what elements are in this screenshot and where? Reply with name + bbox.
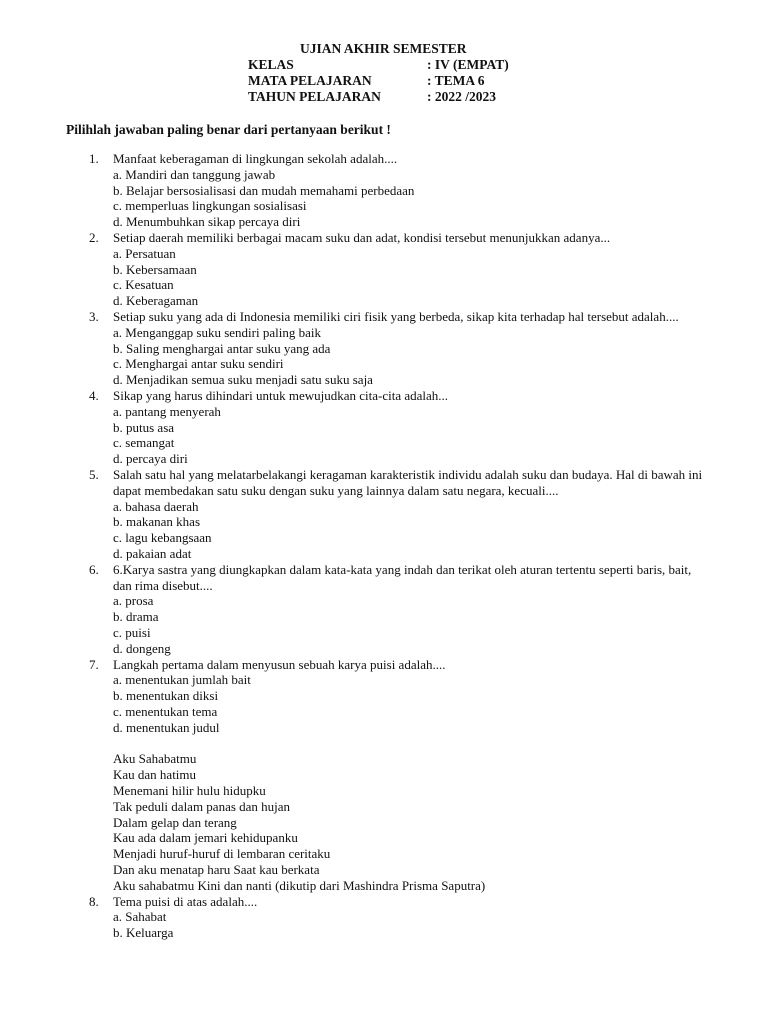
question-text: Langkah pertama dalam menyusun sebuah karya puisi adalah.... [113,656,446,672]
option: d. percaya diri [113,451,188,467]
option: a. prosa [113,593,154,609]
question-text: Tema puisi di atas adalah.... [113,893,258,909]
question-text: Salah satu hal yang melatarbelakangi keragaman karakteristik individu adalah suku dan budaya. Hal di bawah ini dapat membedakan satu suku dengan suku yang lainnya dalam satu negara, kecuali.... [113,466,703,498]
header-value: : IV (EMPAT) [427,57,509,72]
question-number: 8. [89,893,99,909]
question-number: 6. [89,561,99,577]
option: a. Mandiri dan tanggung jawab [113,166,276,182]
option: a. Sahabat [113,909,167,925]
poem-line: Aku sahabatmu Kini dan nanti (dikutip dari Mashindra Prisma Saputra) [113,877,486,893]
question-8 [0,894,768,941]
question-number: 3. [89,308,99,324]
poem-line: Tak peduli dalam panas dan hujan [113,798,291,814]
question-6 [0,562,768,657]
option: d. dongeng [113,640,171,656]
header-label: TAHUN PELAJARAN [248,89,381,104]
option: c. puisi [113,624,151,640]
option: d. pakaian adat [113,545,192,561]
question-number: 5. [89,466,99,482]
question-7 [0,657,768,736]
question-number: 2. [89,229,99,245]
option: a. Menganggap suku sendiri paling baik [113,324,321,340]
poem-line: Dan aku menatap haru Saat kau berkata [113,862,320,878]
poem-line: Aku Sahabatmu [113,751,197,767]
question-text: Manfaat keberagaman di lingkungan sekolah adalah.... [113,151,398,166]
poem-line: Menemani hilir hulu hidupku [113,783,266,799]
option: a. bahasa daerah [113,498,199,514]
option: d. Menumbuhkan sikap percaya diri [113,214,301,230]
option: b. drama [113,609,159,625]
header-label: KELAS [248,57,294,72]
option: c. menentukan tema [113,703,218,719]
option: a. pantang menyerah [113,403,221,419]
option: b. putus asa [113,419,175,435]
poem-line: Dalam gelap dan terang [113,814,237,830]
poem [113,751,768,893]
question-text: Setiap daerah memiliki berbagai macam suku dan adat, kondisi tersebut menunjukkan adanya... [113,229,611,245]
question-5 [0,467,768,562]
question-list [0,151,768,941]
question-2 [0,230,768,309]
question-text: 6.Karya sastra yang diungkapkan dalam kata-kata yang indah dan terikat oleh aturan tertentu seperti baris, bait, dan rima disebut.... [113,561,692,593]
question-text: Sikap yang harus dihindari untuk mewujudkan cita-cita adalah... [113,387,449,403]
option: b. Kebersamaan [113,261,197,277]
question-1 [0,151,768,230]
option: d. menentukan judul [113,719,220,735]
option: c. memperluas lingkungan sosialisasi [113,198,307,214]
exam-title: UJIAN AKHIR SEMESTER [300,41,467,56]
option: c. Menghargai antar suku sendiri [113,356,284,372]
question-text: Setiap suku yang ada di Indonesia memiliki ciri fisik yang berbeda, sikap kita terhadap hal tersebut adalah.... [113,308,679,324]
instruction: Pilihlah jawaban paling benar dari pertanyaan berikut ! [66,122,391,137]
option: b. Belajar bersosialisasi dan mudah memahami perbedaan [113,182,415,198]
option: b. menentukan diksi [113,688,219,704]
header-label: MATA PELAJARAN [248,73,372,88]
option: d. Keberagaman [113,293,199,309]
question-4 [0,388,768,467]
poem-line: Kau dan hatimu [113,767,197,783]
option: b. makanan khas [113,514,201,530]
option: c. semangat [113,435,175,451]
option: a. Persatuan [113,245,176,261]
header-value: : 2022 /2023 [427,89,496,104]
option: c. Kesatuan [113,277,174,293]
poem-line: Kau ada dalam jemari kehidupanku [113,830,298,846]
question-number: 7. [89,656,99,672]
question-number: 4. [89,387,99,403]
option: a. menentukan jumlah bait [113,672,251,688]
header-value: : TEMA 6 [427,73,485,88]
question-number: 1. [89,151,99,166]
option: b. Saling menghargai antar suku yang ada [113,340,331,356]
option: c. lagu kebangsaan [113,530,212,546]
poem-line: Menjadi huruf-huruf di lembaran ceritaku [113,846,331,862]
question-3 [0,309,768,388]
option: d. Menjadikan semua suku menjadi satu suku saja [113,372,373,388]
option: b. Keluarga [113,925,174,941]
